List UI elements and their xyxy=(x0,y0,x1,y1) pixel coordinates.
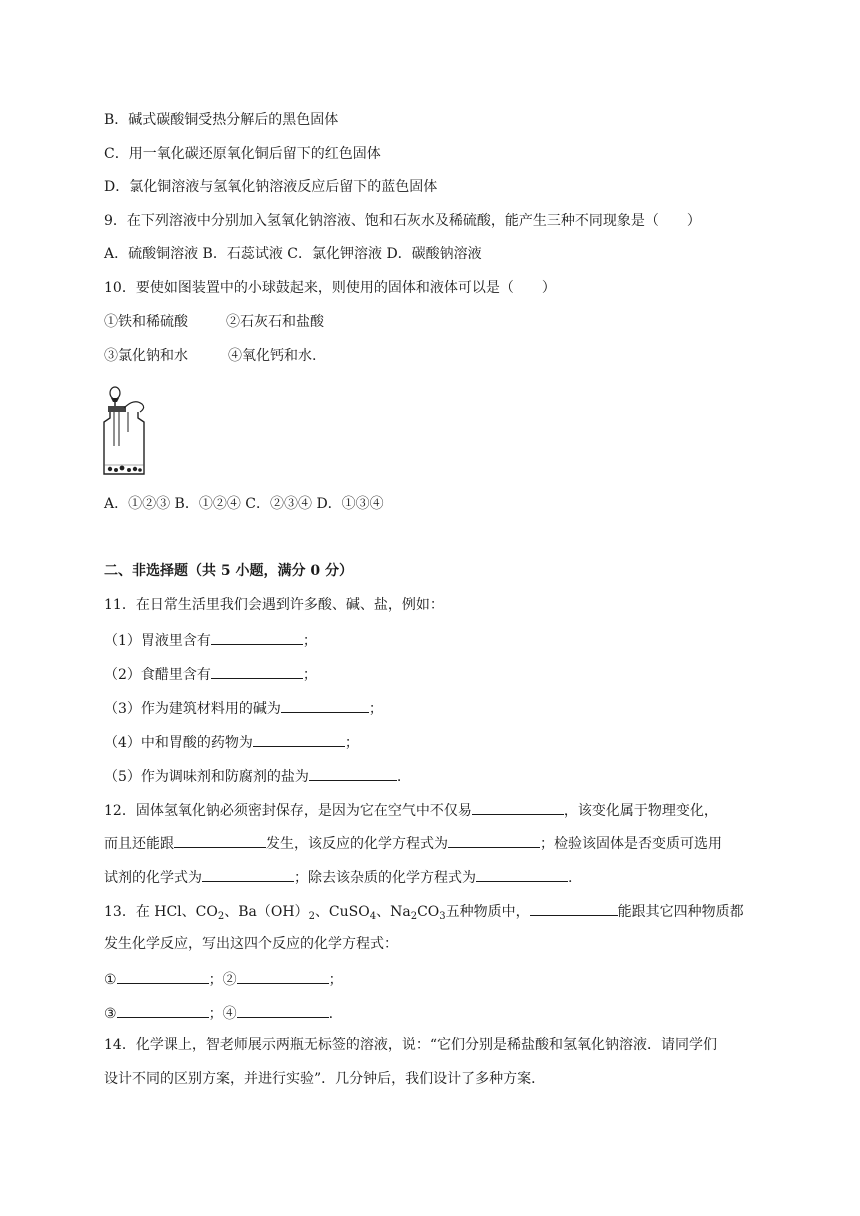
question-12-line1 xyxy=(104,799,718,821)
question-10-options: A．①②③ B．①②④ C．②③④ D．①③④ xyxy=(104,496,384,512)
question-13-line1 xyxy=(104,900,744,927)
answer-blank[interactable] xyxy=(117,968,209,984)
question-10-items-row2 xyxy=(104,346,316,366)
circled-1: ① xyxy=(104,972,117,988)
q11-part3 xyxy=(104,697,383,719)
punct: . xyxy=(396,769,402,785)
answer-blank[interactable] xyxy=(281,697,369,713)
punct: ； xyxy=(302,667,317,683)
circled-2: ② xyxy=(222,972,237,988)
q13-text: 能跟其它四种物质都 xyxy=(617,904,744,920)
q13-text: 、Na xyxy=(376,904,411,920)
answer-blank[interactable] xyxy=(117,1002,209,1018)
answer-blank[interactable] xyxy=(211,629,303,645)
item-2: ②石灰石和盐酸 xyxy=(226,314,324,330)
q11-part2-text: （2）食醋里含有 xyxy=(104,667,211,683)
option-b: B．碱式碳酸铜受热分解后的黑色固体 xyxy=(104,112,339,128)
q13-text: CO xyxy=(417,904,440,920)
q11-part3-text: （3）作为建筑材料用的碱为 xyxy=(104,701,281,717)
answer-blank[interactable] xyxy=(530,900,618,916)
question-9: 9．在下列溶液中分别加入氢氧化钠溶液、饱和石灰水及稀硫酸，能产生三种不同现象是（ ） xyxy=(104,213,701,229)
q12-text: ；检验该固体是否变质可选用 xyxy=(540,836,722,852)
question-13-line2: 发生化学反应，写出这四个反应的化学方程式： xyxy=(104,936,398,952)
q13-text: 、Ba（OH） xyxy=(224,904,309,920)
question-12-line3 xyxy=(104,866,572,888)
item-4: ④氧化钙和水. xyxy=(228,348,317,364)
q12-text: 12．固体氢氧化钠必须密封保存，是因为它在空气中不仅易 xyxy=(104,803,472,819)
section-2-title: 二、非选择题（共 5 小题，满分 0 分） xyxy=(104,563,353,579)
punct: ； xyxy=(344,735,359,751)
punct: . xyxy=(328,1006,334,1022)
question-9-options: A．硫酸铜溶液 B．石蕊试液 C．氯化钾溶液 D．碳酸钠溶液 xyxy=(104,246,482,262)
question-10-items-row1 xyxy=(104,312,324,332)
item-3: ③氯化钠和水 xyxy=(104,348,188,364)
apparatus-figure xyxy=(102,384,148,478)
answer-blank[interactable] xyxy=(472,799,564,815)
punct: ； xyxy=(208,1006,223,1022)
q11-part1-text: （1）胃液里含有 xyxy=(104,633,211,649)
question-11: 11．在日常生活里我们会遇到许多酸、碱、盐，例如： xyxy=(104,597,444,613)
item-1: ①铁和稀硫酸 xyxy=(104,314,188,330)
q11-part5-text: （5）作为调味剂和防腐剂的盐为 xyxy=(104,769,309,785)
subscript: 3 xyxy=(439,911,446,922)
punct: ； xyxy=(302,633,317,649)
answer-blank[interactable] xyxy=(211,663,303,679)
answer-blank[interactable] xyxy=(448,832,540,848)
circled-4: ④ xyxy=(222,1006,237,1022)
answer-blank[interactable] xyxy=(253,731,345,747)
q11-part4-text: （4）中和胃酸的药物为 xyxy=(104,735,253,751)
q13-text: 、CuSO xyxy=(314,904,370,920)
subscript: 2 xyxy=(308,911,315,922)
q12-text: . xyxy=(568,870,573,886)
circled-3: ③ xyxy=(104,1006,117,1022)
punct: ； xyxy=(328,972,343,988)
answer-blank[interactable] xyxy=(202,866,294,882)
q11-part2 xyxy=(104,663,317,685)
question-14-line2: 设计不同的区别方案，并进行实验”．几分钟后，我们设计了多种方案． xyxy=(104,1071,546,1087)
q12-text: 而且还能跟 xyxy=(104,836,174,852)
question-10: 10．要使如图装置中的小球鼓起来，则使用的固体和液体可以是（ ） xyxy=(104,280,556,296)
question-12-line2 xyxy=(104,832,722,854)
q12-text: 发生，该反应的化学方程式为 xyxy=(266,836,448,852)
subscript: 2 xyxy=(410,911,418,922)
punct: ； xyxy=(208,972,223,988)
q13-text: 13．在 HCl、CO xyxy=(104,904,218,920)
answer-blank[interactable] xyxy=(309,765,397,781)
answer-blank[interactable] xyxy=(237,1002,329,1018)
answer-blank[interactable] xyxy=(476,866,568,882)
answer-blank[interactable] xyxy=(237,968,329,984)
q13-text: 五种物质中， xyxy=(445,904,530,920)
q12-text: 试剂的化学式为 xyxy=(104,870,202,886)
question-14-line1: 14．化学课上，智老师展示两瓶无标签的溶液，说：“它们分别是稀盐酸和氢氧化钠溶液．请同学们 xyxy=(104,1037,717,1053)
q11-part4 xyxy=(104,731,359,753)
option-c: C．用一氧化碳还原氧化铜后留下的红色固体 xyxy=(104,146,381,162)
q12-text: ；除去该杂质的化学方程式为 xyxy=(294,870,476,886)
question-13-line3 xyxy=(104,968,343,990)
subscript: 4 xyxy=(369,911,377,922)
q11-part1 xyxy=(104,629,317,651)
subscript: 2 xyxy=(217,911,225,922)
q11-part5 xyxy=(104,765,401,787)
punct: ； xyxy=(368,701,383,717)
answer-blank[interactable] xyxy=(174,832,266,848)
q12-text: ，该变化属于物理变化， xyxy=(563,803,718,819)
question-13-line4 xyxy=(104,1002,333,1024)
option-d: D．氯化铜溶液与氢氧化钠溶液反应后留下的蓝色固体 xyxy=(104,179,438,195)
